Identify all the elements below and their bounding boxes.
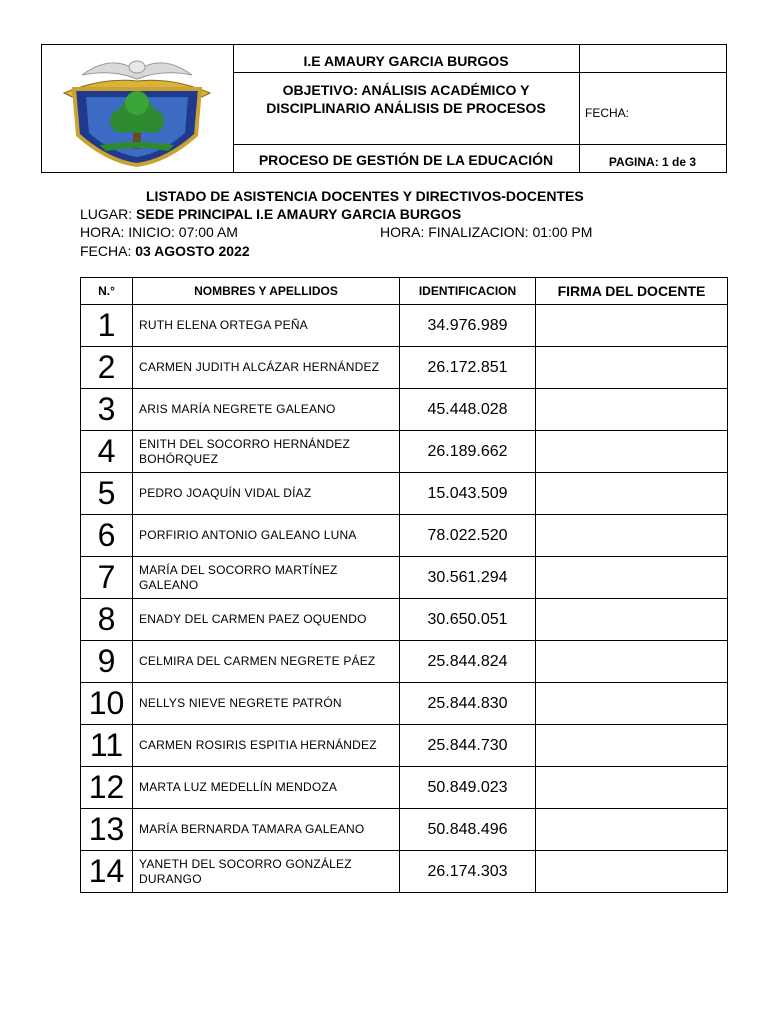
teacher-name: CARMEN JUDITH ALCÁZAR HERNÁNDEZ bbox=[133, 347, 400, 389]
location-line bbox=[80, 206, 461, 222]
teacher-name: ARIS MARÍA NEGRETE GALEANO bbox=[133, 389, 400, 431]
objective-line-1: OBJETIVO: ANÁLISIS ACADÉMICO Y bbox=[282, 82, 530, 98]
teacher-id: 50.848.496 bbox=[400, 809, 536, 851]
logo-cell bbox=[42, 45, 234, 172]
table-row bbox=[81, 641, 728, 683]
table-row bbox=[81, 473, 728, 515]
teacher-id: 50.849.023 bbox=[400, 767, 536, 809]
header-center-cell bbox=[233, 45, 580, 172]
signature-cell[interactable] bbox=[536, 305, 728, 347]
row-number: 14 bbox=[81, 851, 133, 893]
teacher-name: MARTA LUZ MEDELLÍN MENDOZA bbox=[133, 767, 400, 809]
signature-cell[interactable] bbox=[536, 473, 728, 515]
table-row bbox=[81, 599, 728, 641]
column-header-id: IDENTIFICACION bbox=[400, 278, 536, 305]
document-header bbox=[41, 44, 727, 173]
row-number: 5 bbox=[81, 473, 133, 515]
teacher-id: 34.976.989 bbox=[400, 305, 536, 347]
signature-cell[interactable] bbox=[536, 683, 728, 725]
list-title: LISTADO DE ASISTENCIA DOCENTES Y DIRECTIVOS-DOCENTES bbox=[146, 188, 584, 204]
divider bbox=[233, 144, 579, 145]
divider bbox=[579, 144, 726, 145]
institution-name: I.E AMAURY GARCIA BURGOS bbox=[303, 53, 509, 69]
teacher-id: 26.174.303 bbox=[400, 851, 536, 893]
column-header-number: N.° bbox=[81, 278, 133, 305]
location-label: LUGAR: bbox=[80, 206, 133, 222]
teacher-name: MARÍA DEL SOCORRO MARTÍNEZ GALEANO bbox=[133, 557, 400, 599]
signature-cell[interactable] bbox=[536, 809, 728, 851]
process-name: PROCESO DE GESTIÓN DE LA EDUCACIÓN bbox=[258, 152, 554, 168]
signature-cell[interactable] bbox=[536, 641, 728, 683]
school-crest-logo bbox=[42, 45, 233, 172]
table-row bbox=[81, 851, 728, 893]
row-number: 9 bbox=[81, 641, 133, 683]
teacher-id: 30.650.051 bbox=[400, 599, 536, 641]
teacher-name: RUTH ELENA ORTEGA PEÑA bbox=[133, 305, 400, 347]
row-number: 11 bbox=[81, 725, 133, 767]
row-number: 8 bbox=[81, 599, 133, 641]
signature-cell[interactable] bbox=[536, 851, 728, 893]
teacher-id: 25.844.824 bbox=[400, 641, 536, 683]
signature-cell[interactable] bbox=[536, 347, 728, 389]
row-number: 7 bbox=[81, 557, 133, 599]
table-row bbox=[81, 515, 728, 557]
row-number: 3 bbox=[81, 389, 133, 431]
date-value: 03 AGOSTO 2022 bbox=[135, 243, 250, 259]
teacher-name: ENITH DEL SOCORRO HERNÁNDEZ BOHÓRQUEZ bbox=[133, 431, 400, 473]
signature-cell[interactable] bbox=[536, 599, 728, 641]
signature-cell[interactable] bbox=[536, 767, 728, 809]
signature-cell[interactable] bbox=[536, 725, 728, 767]
table-row bbox=[81, 347, 728, 389]
row-number: 10 bbox=[81, 683, 133, 725]
start-time: HORA: INICIO: 07:00 AM bbox=[80, 224, 238, 240]
column-header-signature: FIRMA DEL DOCENTE bbox=[536, 278, 728, 305]
teacher-id: 25.844.830 bbox=[400, 683, 536, 725]
teacher-name: CELMIRA DEL CARMEN NEGRETE PÁEZ bbox=[133, 641, 400, 683]
attendance-table bbox=[80, 277, 728, 893]
table-row bbox=[81, 809, 728, 851]
page-number: PAGINA: 1 de 3 bbox=[608, 155, 697, 169]
objective-text bbox=[233, 81, 579, 117]
table-row bbox=[81, 389, 728, 431]
divider bbox=[233, 72, 579, 73]
teacher-name: MARÍA BERNARDA TAMARA GALEANO bbox=[133, 809, 400, 851]
signature-cell[interactable] bbox=[536, 389, 728, 431]
divider bbox=[579, 72, 726, 73]
teacher-id: 78.022.520 bbox=[400, 515, 536, 557]
end-time: HORA: FINALIZACION: 01:00 PM bbox=[380, 224, 593, 240]
signature-cell[interactable] bbox=[536, 515, 728, 557]
row-number: 2 bbox=[81, 347, 133, 389]
row-number: 4 bbox=[81, 431, 133, 473]
teacher-id: 26.172.851 bbox=[400, 347, 536, 389]
teacher-name: ENADY DEL CARMEN PAEZ OQUENDO bbox=[133, 599, 400, 641]
teacher-id: 26.189.662 bbox=[400, 431, 536, 473]
teacher-name: YANETH DEL SOCORRO GONZÁLEZ DURANGO bbox=[133, 851, 400, 893]
header-right-cell bbox=[579, 45, 726, 172]
objective-line-2: DISCIPLINARIO ANÁLISIS DE PROCESOS bbox=[266, 100, 546, 116]
location-value: SEDE PRINCIPAL I.E AMAURY GARCIA BURGOS bbox=[136, 206, 462, 222]
date-label: FECHA: bbox=[80, 243, 132, 259]
teacher-name: CARMEN ROSIRIS ESPITIA HERNÁNDEZ bbox=[133, 725, 400, 767]
signature-cell[interactable] bbox=[536, 431, 728, 473]
header-date-label: FECHA: bbox=[585, 106, 630, 120]
teacher-id: 30.561.294 bbox=[400, 557, 536, 599]
teacher-name: PORFIRIO ANTONIO GALEANO LUNA bbox=[133, 515, 400, 557]
table-row bbox=[81, 683, 728, 725]
table-row bbox=[81, 557, 728, 599]
table-row bbox=[81, 767, 728, 809]
row-number: 1 bbox=[81, 305, 133, 347]
row-number: 6 bbox=[81, 515, 133, 557]
teacher-name: PEDRO JOAQUÍN VIDAL DÍAZ bbox=[133, 473, 400, 515]
teacher-name: NELLYS NIEVE NEGRETE PATRÓN bbox=[133, 683, 400, 725]
date-line bbox=[80, 243, 250, 259]
teacher-id: 25.844.730 bbox=[400, 725, 536, 767]
column-header-name: NOMBRES Y APELLIDOS bbox=[133, 278, 400, 305]
row-number: 13 bbox=[81, 809, 133, 851]
signature-cell[interactable] bbox=[536, 557, 728, 599]
teacher-id: 45.448.028 bbox=[400, 389, 536, 431]
table-header-row bbox=[81, 278, 728, 305]
teacher-id: 15.043.509 bbox=[400, 473, 536, 515]
table-row bbox=[81, 305, 728, 347]
table-row bbox=[81, 725, 728, 767]
row-number: 12 bbox=[81, 767, 133, 809]
table-row bbox=[81, 431, 728, 473]
